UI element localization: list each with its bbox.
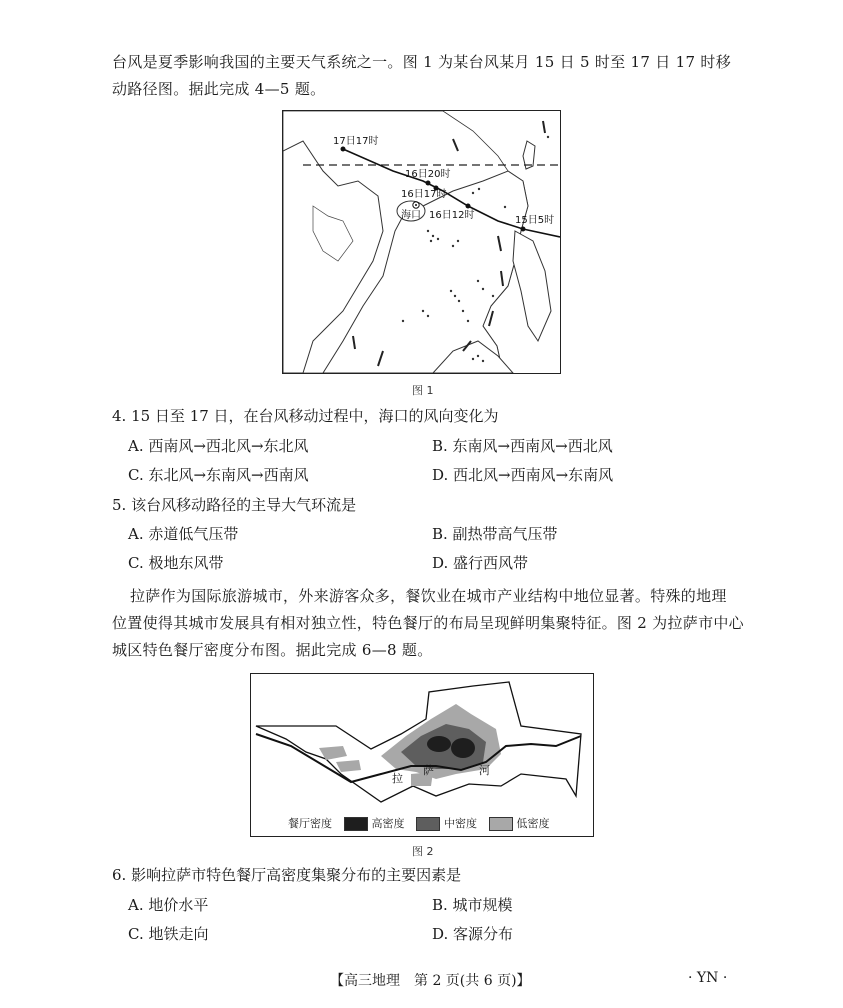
figure-2-legend xyxy=(288,815,550,831)
figure-2-caption: 图 2 xyxy=(412,845,434,858)
restaurant-density-svg xyxy=(251,674,593,836)
philippines-outline xyxy=(513,231,551,341)
footer-mark: · YN · xyxy=(688,970,728,986)
intro-1-line-2: 动路径图。据此完成 4—5 题。 xyxy=(112,80,326,98)
legend-label-medium: 中密度 xyxy=(444,817,477,830)
intro-2-line-3: 城区特色餐厅密度分布图。据此完成 6—8 题。 xyxy=(112,641,433,659)
river-label-char-2: 萨 xyxy=(423,764,434,777)
question-5-option-d[interactable]: D. 盛行西风带 xyxy=(432,554,529,572)
question-4-option-a[interactable]: A. 西南风→西北风→东北风 xyxy=(128,437,309,455)
question-4-option-c[interactable]: C. 东北风→东南风→西南风 xyxy=(128,466,309,484)
question-4-option-b[interactable]: B. 东南风→西南风→西北风 xyxy=(432,437,613,455)
figure-2-map xyxy=(250,673,594,837)
label-haikou: 海口 xyxy=(401,210,421,221)
question-6-option-c[interactable]: C. 地铁走向 xyxy=(128,925,209,943)
typhoon-track-svg xyxy=(283,111,560,373)
question-5-option-b[interactable]: B. 副热带高气压带 xyxy=(432,525,558,543)
legend-swatch-medium xyxy=(416,817,440,831)
label-15d5h: 15日5时 xyxy=(515,215,555,226)
figure-1-caption: 图 1 xyxy=(412,384,434,397)
river-label-char-3: 河 xyxy=(479,764,490,777)
label-16d20h: 16日20时 xyxy=(405,169,451,180)
figure-1-map xyxy=(282,110,561,374)
question-4-stem: 4. 15 日至 17 日，在台风移动过程中，海口的风向变化为 xyxy=(112,407,499,425)
question-5-stem: 5. 该台风移动路径的主导大气环流是 xyxy=(112,496,357,514)
legend-label-high: 高密度 xyxy=(371,817,405,830)
intro-2-line-2: 位置使得其城市发展具有相对独立性，特色餐厅的布局呈现鲜明集聚特征。图 2 为拉萨市中心 xyxy=(112,614,744,632)
legend-title: 餐厅密度 xyxy=(288,817,332,830)
label-16d17h: 16日17时 xyxy=(401,189,447,200)
label-17d17h: 17日17时 xyxy=(333,136,379,147)
page-footer: 【高三地理 第 2 页(共 6 页)】 xyxy=(330,973,531,989)
legend-label-low: 低密度 xyxy=(516,817,550,830)
label-16d12h: 16日12时 xyxy=(429,210,475,221)
question-6-option-b[interactable]: B. 城市规模 xyxy=(432,896,513,914)
intro-1-line-1: 台风是夏季影响我国的主要天气系统之一。图 1 为某台风某月 15 日 5 时至 17 日 17 时移 xyxy=(112,53,732,71)
high-density-core-1 xyxy=(427,736,451,752)
question-4-option-d[interactable]: D. 西北风→西南风→东南风 xyxy=(432,466,614,484)
question-6-option-a[interactable]: A. 地价水平 xyxy=(128,896,209,914)
intro-2-line-1: 拉萨作为国际旅游城市，外来游客众多，餐饮业在城市产业结构中地位显著。特殊的地理 xyxy=(130,587,727,605)
river-label-char-1: 拉 xyxy=(392,772,403,785)
question-6-option-d[interactable]: D. 客源分布 xyxy=(432,925,514,943)
question-6-stem: 6. 影响拉萨市特色餐厅高密度集聚分布的主要因素是 xyxy=(112,866,462,884)
question-5-option-a[interactable]: A. 赤道低气压带 xyxy=(128,525,239,543)
question-5-option-c[interactable]: C. 极地东风带 xyxy=(128,554,224,572)
high-density-core-2 xyxy=(451,738,475,758)
legend-swatch-high xyxy=(344,817,368,831)
legend-swatch-low xyxy=(489,817,513,831)
